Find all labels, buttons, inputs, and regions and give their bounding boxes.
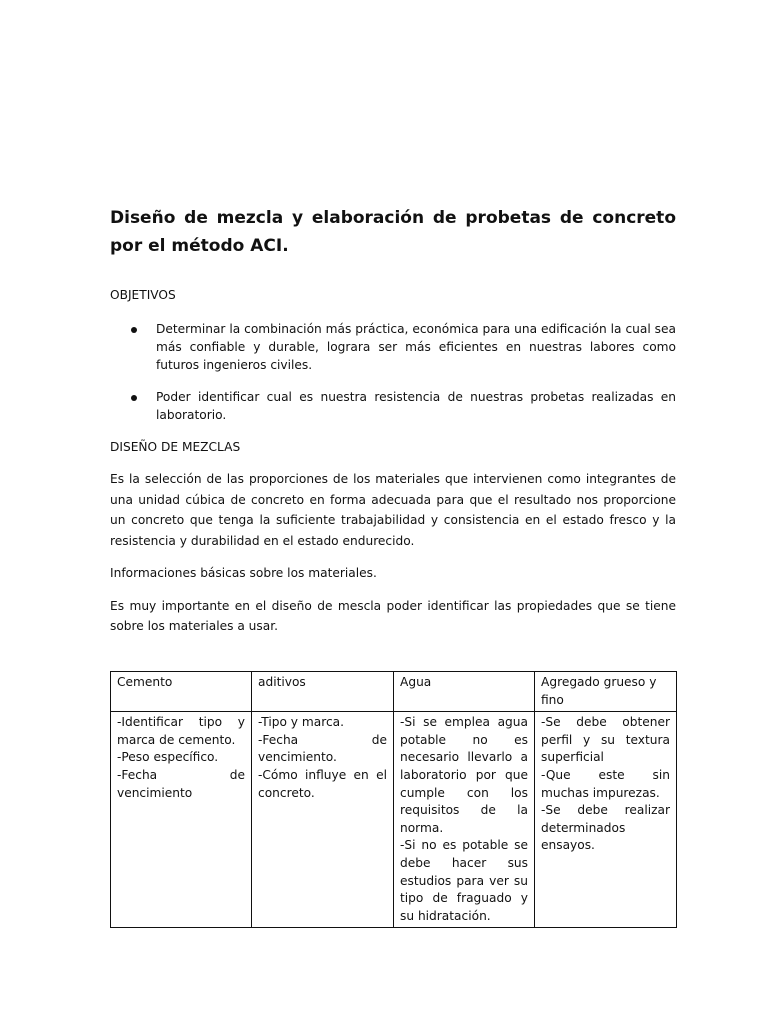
document-body (110, 204, 676, 637)
cell-line: -Peso específico. (117, 750, 219, 765)
info-heading: Informaciones básicas sobre los materiales. (110, 566, 377, 580)
table-row (111, 712, 677, 928)
info-paragraph: Es muy importante en el diseño de mescla poder identificar las propiedades que se tiene sobre los materiales a usar. (110, 598, 676, 633)
cell-line: -Tipo y marca. (258, 715, 345, 730)
objetivos-list (110, 320, 676, 424)
table-header-row (111, 672, 677, 712)
cell-agua (394, 712, 535, 928)
materials-table (110, 671, 677, 928)
objetivo-text: Determinar la combinación más práctica, económica para una edificación la cual sea más confiable y durable, lograra ser más eficientes en nuestras labores como futuros ingenieros civiles. (156, 322, 676, 372)
header-agregado: Agregado grueso y fino (535, 672, 677, 712)
cell-line: -Cómo influye en el concreto. (258, 767, 387, 800)
cell-line: -Fecha de vencimiento. (258, 732, 387, 765)
list-item (110, 388, 676, 424)
bullet-icon (131, 395, 137, 401)
cell-line: -Fecha de vencimiento (117, 767, 245, 800)
diseno-paragraph: Es la selección de las proporciones de los materiales que intervienen como integrantes de una unidad cúbica de concreto en forma adecuada para que el resultado nos proporcione un concreto que tenga la suficiente trabajabilidad y consistencia en el estado fresco y la resistencia y durabilidad en el estado endurecido. (110, 472, 676, 548)
cell-line: -Que este sin muchas impurezas. (541, 767, 670, 800)
cell-line: -Se debe obtener perfil y su textura superficial (541, 715, 670, 765)
cell-aditivos (252, 712, 394, 928)
header-aditivos: aditivos (252, 672, 394, 712)
diseno-heading: DISEÑO DE MEZCLAS (110, 440, 241, 454)
document-title: Diseño de mezcla y elaboración de probetas de concreto por el método ACI. (110, 208, 676, 256)
objetivos-heading: OBJETIVOS (110, 288, 176, 302)
cell-agregado (535, 712, 677, 928)
header-cemento: Cemento (111, 672, 252, 712)
cell-line: -Si no es potable se debe hacer sus estudios para ver su tipo de fraguado y su hidratación. (400, 838, 528, 923)
cell-line: -Identificar tipo y marca de cemento. (117, 715, 245, 747)
header-agua: Agua (394, 672, 535, 712)
cell-cemento (111, 712, 252, 928)
cell-line: -Si se emplea agua potable no es necesario llevarlo a laboratorio por que cumple con los requisitos de la norma. (400, 715, 528, 835)
list-item (110, 320, 676, 374)
cell-line: -Se debe realizar determinados ensayos. (541, 803, 670, 853)
bullet-icon (131, 327, 137, 333)
objetivo-text: Poder identificar cual es nuestra resistencia de nuestras probetas realizadas en laboratorio. (156, 390, 676, 422)
